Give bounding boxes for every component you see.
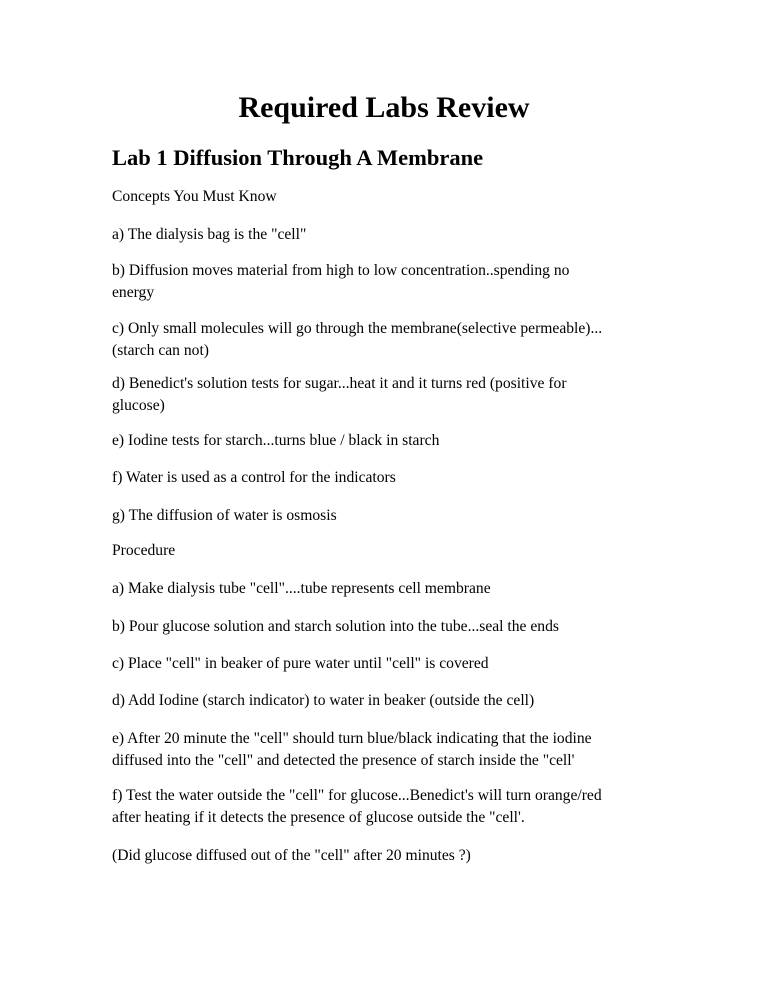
concept-item [112,505,337,527]
text-line: d) Benedict's solution tests for sugar...heat it and it turns red (positive for [112,375,567,392]
text-line: b) Pour glucose solution and starch solution into the tube...seal the ends [112,618,559,635]
procedure-heading: Procedure [112,542,176,559]
text-line: glucose) [112,396,165,414]
text-line: d) Add Iodine (starch indicator) to water in beaker (outside the cell) [112,692,535,709]
text-line: after heating if it detects the presence of glucose outside the "cell'. [112,808,525,826]
text-line: diffused into the "cell" and detected the presence of starch inside the "cell' [112,751,575,769]
text-line: f) Test the water outside the "cell" for glucose...Benedict's will turn orange/red [112,787,602,804]
procedure-step [112,616,559,638]
text-line: a) Make dialysis tube "cell"....tube represents cell membrane [112,580,491,597]
concept-item [112,373,567,416]
lab-heading: Lab 1 Diffusion Through A Membrane [112,145,484,170]
text-line: a) The dialysis bag is the "cell" [112,226,307,243]
question-paragraph: (Did glucose diffused out of the "cell" after 20 minutes ?) [112,847,471,864]
concepts-heading: Concepts You Must Know [112,188,277,205]
text-line: energy [112,283,155,301]
concept-item [112,318,602,361]
concept-item [112,430,439,452]
concept-item [112,224,306,246]
procedure-step [112,653,489,675]
document-title: Required Labs Review [238,91,530,124]
text-line: c) Place "cell" in beaker of pure water until "cell" is covered [112,655,489,672]
text-line: e) Iodine tests for starch...turns blue / black in starch [112,432,440,449]
procedure-step [112,578,491,600]
text-line: c) Only small molecules will go through the membrane(selective permeable)... [112,320,603,337]
concept-item [112,260,569,303]
text-line: b) Diffusion moves material from high to low concentration..spending no [112,262,570,279]
text-line: e) After 20 minute the "cell" should turn blue/black indicating that the iodine [112,730,592,747]
text-line: (starch can not) [112,341,209,359]
procedure-step [112,785,602,828]
concept-item [112,467,396,489]
procedure-step [112,690,534,712]
text-line: g) The diffusion of water is osmosis [112,507,337,524]
procedure-step [112,728,592,771]
text-line: f) Water is used as a control for the indicators [112,469,396,486]
